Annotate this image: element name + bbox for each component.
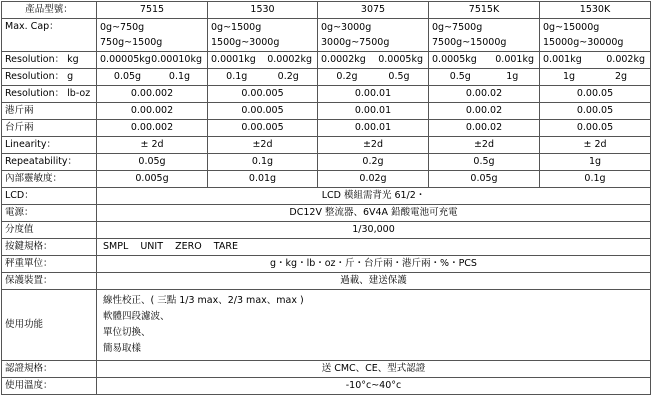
power-row (2, 205, 651, 222)
units-value: g・kg・lb・oz・斤・台斤兩・港斤兩・%・PCS (97, 256, 651, 273)
max-cap-3075: 0g~3000g 3000g~7500g (318, 19, 429, 52)
model-7515k: 7515K (429, 2, 540, 19)
resolution-g-7515k: 0.5g 1g (429, 69, 540, 86)
resolution-lboz-1530k: 0.00.05 (540, 86, 651, 103)
key-smpl: SMPL (103, 241, 129, 252)
key-unit: UNIT (140, 241, 164, 252)
resolution-lboz-label: Resolution： lb-oz (2, 86, 97, 103)
sensitivity-3075: 0.02g (318, 171, 429, 188)
hk-tael-row (2, 103, 651, 120)
linearity-row (2, 137, 651, 154)
temperature-value: -10°c~40°c (97, 378, 651, 395)
repeatability-label: Repeatability： (2, 154, 97, 171)
sensitivity-7515: 0.005g (97, 171, 208, 188)
resolution-g-1530k: 1g 2g (540, 69, 651, 86)
tw-tael-row (2, 120, 651, 137)
tw-tael-1530: 0.00.005 (208, 120, 318, 137)
resolution-g-7515: 0.05g 0.1g (97, 69, 208, 86)
max-cap-7515k: 0g~7500g 7500g~15000g (429, 19, 540, 52)
max-cap-7515: 0g~750g 750g~1500g (97, 19, 208, 52)
functions-label: 使用功能 (2, 290, 97, 361)
repeatability-row (2, 154, 651, 171)
resolution-kg-3075: 0.0002kg 0.0005kg (318, 52, 429, 69)
keys-label: 按鍵規格： (2, 239, 97, 256)
temperature-label: 使用溫度： (2, 378, 97, 395)
hk-tael-7515k: 0.00.02 (429, 103, 540, 120)
resolution-lboz-3075: 0.00.01 (318, 86, 429, 103)
lcd-row (2, 188, 651, 205)
resolution-kg-1530: 0.0001kg 0.0002kg (208, 52, 318, 69)
division-label: 分度值 (2, 222, 97, 239)
repeatability-7515k: 0.5g (429, 154, 540, 171)
spec-table (1, 1, 651, 395)
resolution-kg-row (2, 52, 651, 69)
temperature-row (2, 378, 651, 395)
division-value: 1/30,000 (97, 222, 651, 239)
sensitivity-label: 內部靈敏度： (2, 171, 97, 188)
function-line: 線性校正、( 三點 1/3 max、2/3 max、max ) (103, 295, 304, 306)
linearity-7515: ± 2d (97, 137, 208, 154)
sensitivity-7515k: 0.05g (429, 171, 540, 188)
repeatability-1530k: 1g (540, 154, 651, 171)
functions-row (2, 290, 651, 361)
repeatability-1530: 0.1g (208, 154, 318, 171)
max-cap-1530: 0g~1500g 1500g~3000g (208, 19, 318, 52)
protection-label: 保護裝置： (2, 273, 97, 290)
hk-tael-7515: 0.00.002 (97, 103, 208, 120)
resolution-lboz-1530: 0.00.005 (208, 86, 318, 103)
header-row (2, 2, 651, 19)
certification-row (2, 361, 651, 378)
model-header-label: 產品型號： (2, 2, 97, 19)
tw-tael-label: 台斤兩 (2, 120, 97, 137)
functions-value (97, 290, 651, 361)
resolution-g-label: Resolution： g (2, 69, 97, 86)
resolution-g-1530: 0.1g 0.2g (208, 69, 318, 86)
model-1530k: 1530K (540, 2, 651, 19)
division-row (2, 222, 651, 239)
key-tare: TARE (213, 241, 238, 252)
linearity-label: Linearity： (2, 137, 97, 154)
model-7515: 7515 (97, 2, 208, 19)
keys-row (2, 239, 651, 256)
resolution-g-3075: 0.2g 0.5g (318, 69, 429, 86)
resolution-kg-1530k: 0.001kg 0.002kg (540, 52, 651, 69)
linearity-1530k: ± 2d (540, 137, 651, 154)
function-line: 簡易取樣 (103, 343, 142, 354)
key-zero: ZERO (175, 241, 202, 252)
function-line: 單位切換、 (103, 327, 151, 338)
max-cap-1530k: 0g~15000g 15000g~30000g (540, 19, 651, 52)
resolution-lboz-7515k: 0.00.02 (429, 86, 540, 103)
resolution-kg-7515: 0.00005kg 0.00010kg (97, 52, 208, 69)
model-3075: 3075 (318, 2, 429, 19)
units-label: 秤重單位： (2, 256, 97, 273)
hk-tael-1530k: 0.00.05 (540, 103, 651, 120)
resolution-kg-7515k: 0.0005kg 0.001kg (429, 52, 540, 69)
hk-tael-label: 港斤兩 (2, 103, 97, 120)
certification-label: 認證規格： (2, 361, 97, 378)
protection-value: 過載、建送保護 (97, 273, 651, 290)
lcd-label: LCD： (2, 188, 97, 205)
linearity-3075: ±2d (318, 137, 429, 154)
units-row (2, 256, 651, 273)
power-value: DC12V 整流器、6V4A 鉛酸電池可充電 (97, 205, 651, 222)
power-label: 電源： (2, 205, 97, 222)
model-1530: 1530 (208, 2, 318, 19)
sensitivity-1530: 0.01g (208, 171, 318, 188)
keys-value (97, 239, 651, 256)
max-cap-label: Max. Cap： (2, 19, 97, 52)
max-cap-row (2, 19, 651, 52)
function-line: 軟體四段濾波、 (103, 311, 170, 322)
hk-tael-1530: 0.00.005 (208, 103, 318, 120)
resolution-kg-label: Resolution： kg (2, 52, 97, 69)
hk-tael-3075: 0.00.01 (318, 103, 429, 120)
certification-value: 送 CMC、CE、型式認證 (97, 361, 651, 378)
sensitivity-1530k: 0.1g (540, 171, 651, 188)
protection-row (2, 273, 651, 290)
sensitivity-row (2, 171, 651, 188)
resolution-lboz-row (2, 86, 651, 103)
tw-tael-1530k: 0.00.05 (540, 120, 651, 137)
tw-tael-7515: 0.00.002 (97, 120, 208, 137)
linearity-1530: ±2d (208, 137, 318, 154)
linearity-7515k: ±2d (429, 137, 540, 154)
repeatability-7515: 0.05g (97, 154, 208, 171)
repeatability-3075: 0.2g (318, 154, 429, 171)
resolution-lboz-7515: 0.00.002 (97, 86, 208, 103)
tw-tael-3075: 0.00.01 (318, 120, 429, 137)
lcd-value: LCD 模組需背光 61/2・ (97, 188, 651, 205)
tw-tael-7515k: 0.00.02 (429, 120, 540, 137)
resolution-g-row (2, 69, 651, 86)
